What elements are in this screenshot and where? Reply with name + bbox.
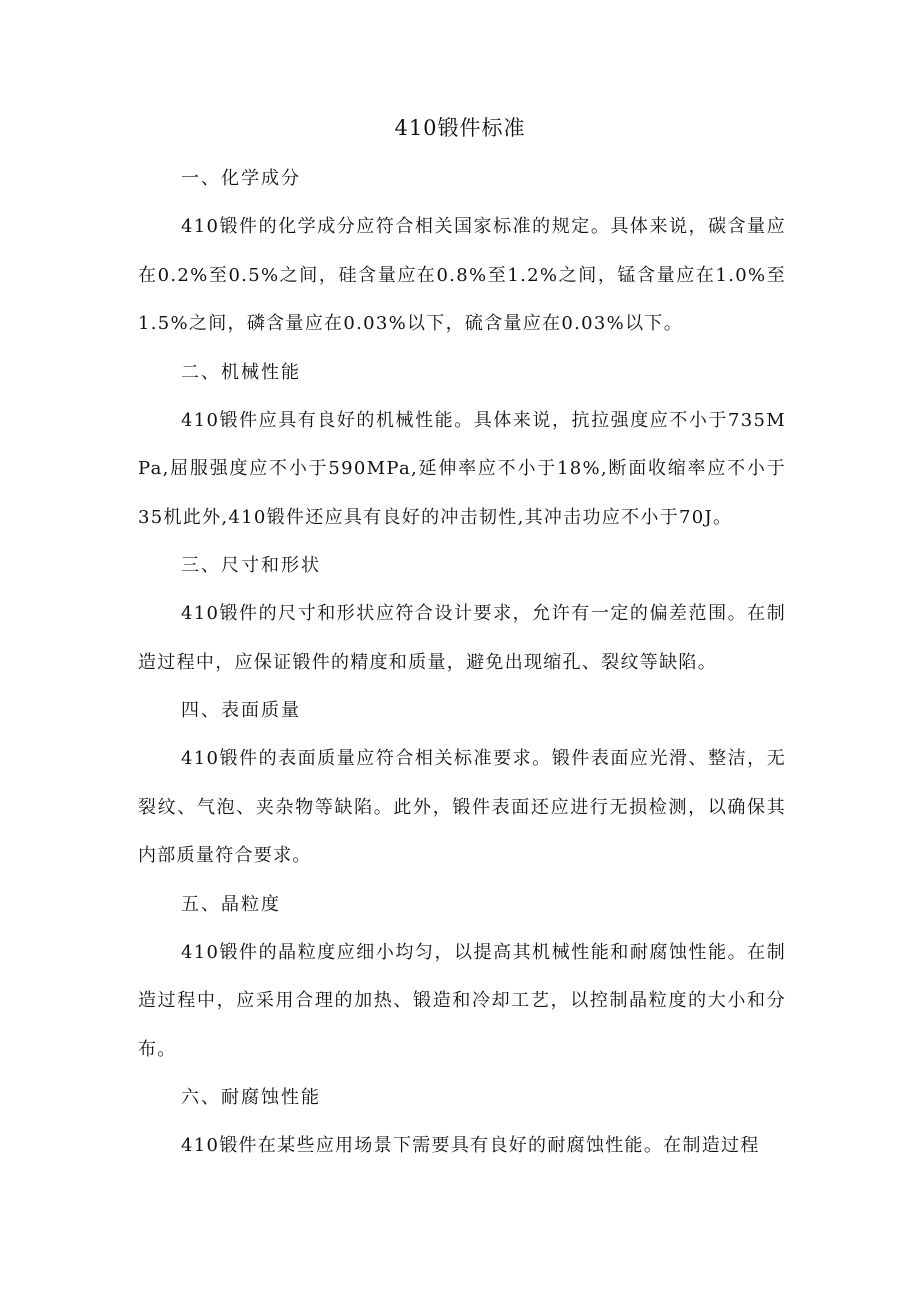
section-paragraph: 410锻件的化学成分应符合相关国家标准的规定。具体来说，碳含量应在0.2%至0.5%之间，硅含量应在0.8%至1.2%之间，锰含量应在1.0%至1.5%之间，磷含量应在0.03%以下，硫含量应在0.03%以下。: [138, 216, 786, 334]
document-title: 410锻件标准: [394, 116, 526, 140]
section-size-and-shape: [138, 542, 786, 687]
section-heading: 四、表面质量: [181, 700, 301, 721]
section-heading: 六、耐腐蚀性能: [181, 1087, 321, 1108]
section-grain-size: [138, 881, 786, 1075]
section-mechanical-properties: [138, 349, 786, 543]
section-heading: 二、机械性能: [181, 361, 301, 383]
section-corrosion-resistance: [138, 1074, 786, 1171]
document-body: [138, 155, 786, 1171]
section-heading: 五、晶粒度: [181, 893, 281, 915]
section-paragraph: 410锻件的表面质量应符合相关标准要求。锻件表面应光滑、整洁，无裂纹、气泡、夹杂物等缺陷。此外，锻件表面还应进行无损检测，以确保其内部质量符合要求。: [138, 748, 786, 866]
section-heading: 三、尺寸和形状: [181, 555, 321, 576]
section-chemical-composition: [138, 155, 786, 349]
section-paragraph: 410锻件在某些应用场景下需要具有良好的耐腐蚀性能。在制造过程: [181, 1135, 760, 1156]
section-paragraph: 410锻件的晶粒度应细小均匀，以提高其机械性能和耐腐蚀性能。在制造过程中，应采用合理的加热、锻造和冷却工艺，以控制晶粒度的大小和分布。: [138, 941, 786, 1060]
section-paragraph: 410锻件的尺寸和形状应符合设计要求，允许有一定的偏差范围。在制造过程中，应保证锻件的精度和质量，避免出现缩孔、裂纹等缺陷。: [138, 603, 786, 673]
section-heading: 一、化学成分: [181, 168, 301, 189]
section-paragraph: 410锻件应具有良好的机械性能。具体来说，抗拉强度应不小于735MPa,屈服强度应不小于590MPa,延伸率应不小于18%,断面收缩率应不小于35机此外,410锻件还应具有良好的冲击韧性,其冲击功应不小于70J。: [138, 409, 786, 528]
section-surface-quality: [138, 687, 786, 881]
